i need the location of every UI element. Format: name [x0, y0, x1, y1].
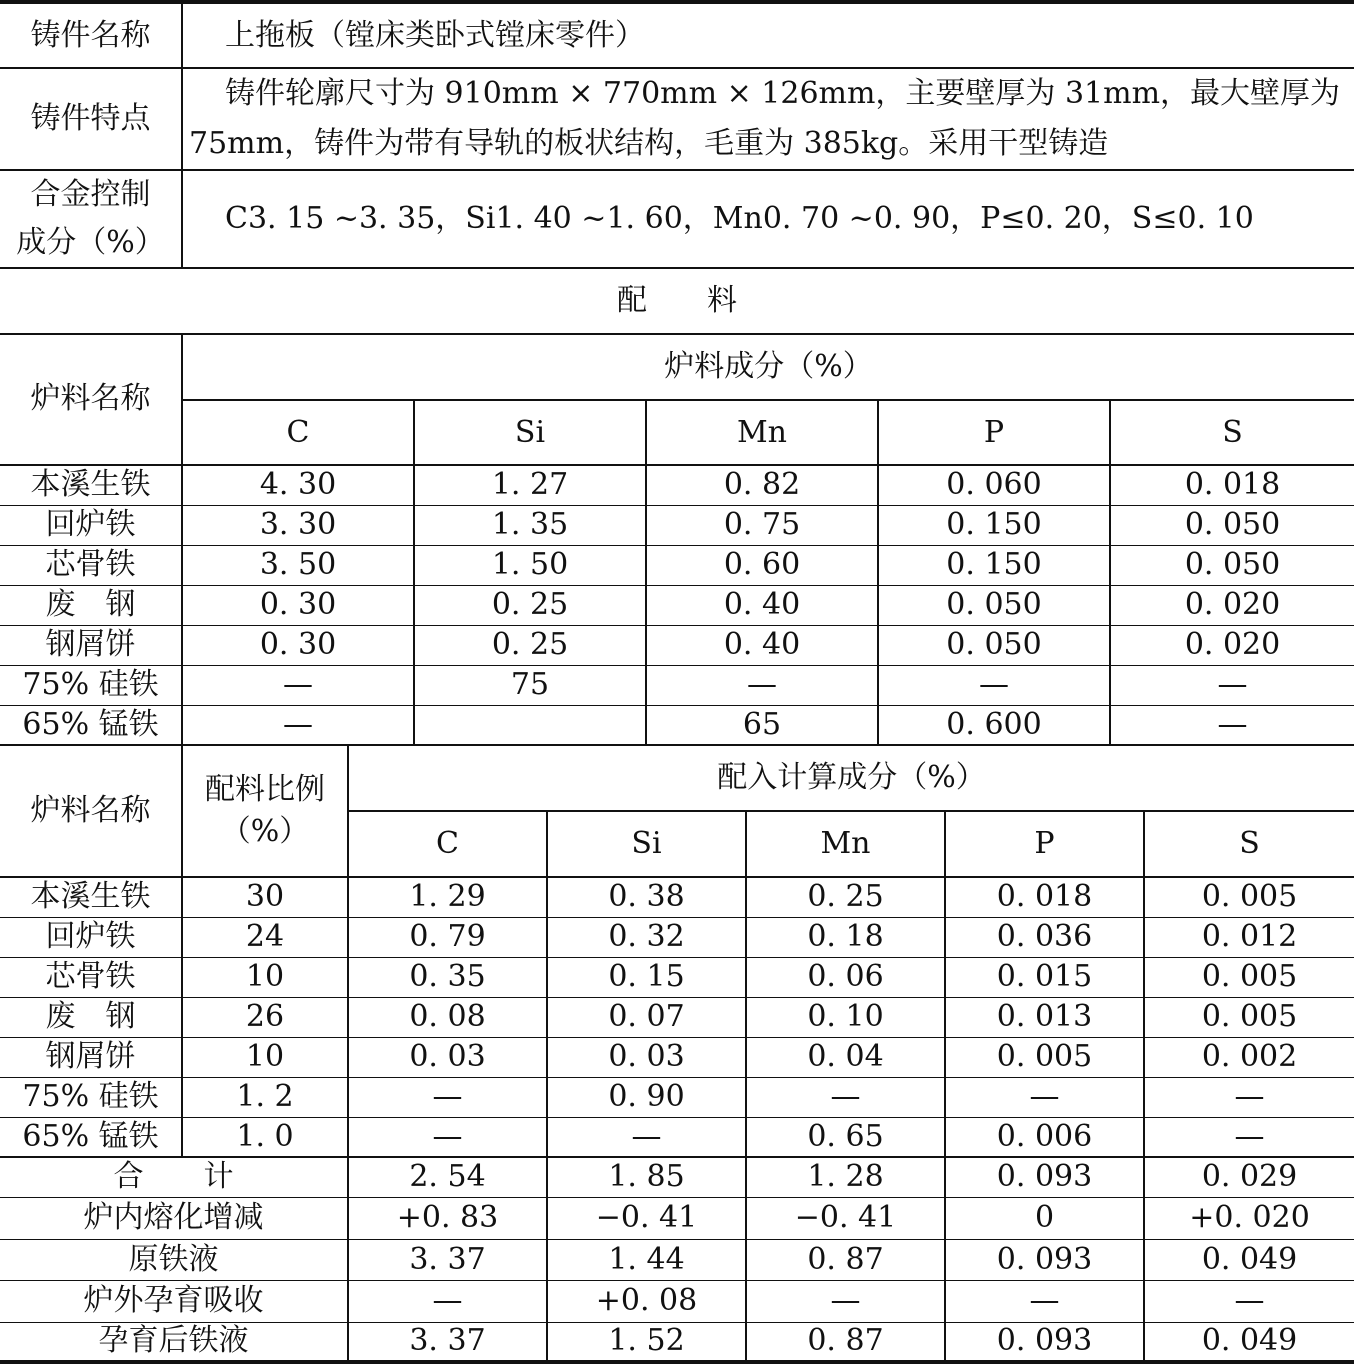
cell-si: 0. 90 [547, 1077, 746, 1117]
cell-si: +0. 08 [547, 1280, 746, 1322]
table-row [0, 705, 1354, 745]
summary-label: 原铁液 [0, 1239, 348, 1280]
cell-si: 1. 52 [547, 1322, 746, 1362]
cell-s: 0. 050 [1110, 545, 1354, 585]
table-row [0, 1037, 1354, 1077]
cell-si: 0. 38 [547, 877, 746, 917]
cell-s: 0. 050 [1110, 505, 1354, 545]
cell-s: 0. 018 [1110, 465, 1354, 505]
cell-p: 0. 050 [878, 625, 1110, 665]
table-row [0, 545, 1354, 585]
table-row [0, 665, 1354, 705]
raw-col-si: Si [414, 400, 646, 465]
raw-col-s: S [1110, 400, 1354, 465]
raw-col-mn: Mn [646, 400, 878, 465]
cell-si: 0. 25 [414, 625, 646, 665]
cell-si: 0. 03 [547, 1037, 746, 1077]
material-name: 芯骨铁 [0, 545, 182, 585]
material-name: 本溪生铁 [0, 465, 182, 505]
cell-mn: 0. 40 [646, 625, 878, 665]
alloy-label-line-2: 成分（%） [16, 225, 165, 260]
summary-row-melting-change [0, 1197, 1354, 1239]
table-row [0, 1117, 1354, 1157]
ratio-header-line-2: （%） [220, 813, 310, 849]
cell-c: 3. 37 [348, 1322, 547, 1362]
material-name: 钢屑饼 [0, 625, 182, 665]
raw-col-p: P [878, 400, 1110, 465]
cell-p: 0. 093 [945, 1239, 1144, 1280]
cell-p: 0. 093 [945, 1322, 1144, 1362]
section-title: 配 料 [0, 268, 1354, 334]
cell-mn: — [646, 665, 878, 705]
cell-mn: 65 [646, 705, 878, 745]
alloy-label [0, 170, 182, 268]
feature-line-2: 75mm，铸件为带有导轨的板状结构，毛重为 385kg。采用干型铸造 [189, 126, 1109, 161]
cell-mn: — [746, 1077, 945, 1117]
cell-s: 0. 005 [1144, 997, 1354, 1037]
table-row [0, 917, 1354, 957]
cell-p: 0. 005 [945, 1037, 1144, 1077]
cell-p: 0. 015 [945, 957, 1144, 997]
cell-c: 3. 30 [182, 505, 414, 545]
table-row [0, 1077, 1354, 1117]
calc-col-p: P [945, 811, 1144, 877]
table-row [0, 465, 1354, 505]
cell-p: 0. 150 [878, 505, 1110, 545]
table-row [0, 625, 1354, 665]
cell-c: 2. 54 [348, 1157, 547, 1197]
ratio-header-line-1: 配料比例 [205, 771, 325, 807]
cell-mn: 0. 87 [746, 1239, 945, 1280]
cell-s: 0. 005 [1144, 877, 1354, 917]
casting-info-table [0, 0, 1354, 269]
cell-c: 1. 29 [348, 877, 547, 917]
cell-s: 0. 029 [1144, 1157, 1354, 1197]
cell-mn: — [746, 1280, 945, 1322]
cell-s: 0. 012 [1144, 917, 1354, 957]
cell-p: 0. 600 [878, 705, 1110, 745]
cell-p: 0. 050 [878, 585, 1110, 625]
cell-s: 0. 020 [1110, 585, 1354, 625]
cell-c: — [182, 665, 414, 705]
cell-mn: 0. 65 [746, 1117, 945, 1157]
cell-mn: 1. 28 [746, 1157, 945, 1197]
table-row [0, 505, 1354, 545]
alloy-value: C3. 15 ~3. 35，Si1. 40 ~1. 60，Mn0. 70 ~0. 90，P≤0. 20，S≤0. 10 [182, 170, 1354, 268]
cell-c: 0. 03 [348, 1037, 547, 1077]
cell-c: 0. 30 [182, 585, 414, 625]
section-title-table [0, 268, 1354, 335]
cell-si: 75 [414, 665, 646, 705]
cell-mn: 0. 82 [646, 465, 878, 505]
cell-si: 0. 15 [547, 957, 746, 997]
cell-s: — [1144, 1117, 1354, 1157]
cell-c: 0. 79 [348, 917, 547, 957]
cell-c: 0. 35 [348, 957, 547, 997]
material-name: 回炉铁 [0, 917, 182, 957]
calculated-composition-table [0, 745, 1354, 1364]
cell-si: 1. 27 [414, 465, 646, 505]
cell-c: 3. 50 [182, 545, 414, 585]
table-row [0, 997, 1354, 1037]
calc-ratio-header [182, 745, 348, 877]
cell-mn: 0. 10 [746, 997, 945, 1037]
cell-mn: 0. 87 [746, 1322, 945, 1362]
cell-p: 0. 060 [878, 465, 1110, 505]
summary-row-final-iron [0, 1322, 1354, 1362]
cell-p: 0. 006 [945, 1117, 1144, 1157]
cell-s: — [1110, 705, 1354, 745]
cell-si [414, 705, 646, 745]
cell-s: 0. 049 [1144, 1322, 1354, 1362]
summary-label: 合 计 [0, 1157, 348, 1197]
material-name: 回炉铁 [0, 505, 182, 545]
cell-c: +0. 83 [348, 1197, 547, 1239]
calc-name-header: 炉料名称 [0, 745, 182, 877]
cell-p: 0. 018 [945, 877, 1144, 917]
cell-s: 0. 049 [1144, 1239, 1354, 1280]
casting-name-value: 上拖板（镗床类卧式镗床零件） [182, 2, 1354, 68]
raw-material-table [0, 334, 1354, 746]
cell-si: 1. 50 [414, 545, 646, 585]
raw-col-c: C [182, 400, 414, 465]
cell-c: 0. 30 [182, 625, 414, 665]
cell-mn: 0. 40 [646, 585, 878, 625]
cell-ratio: 10 [182, 1037, 348, 1077]
cell-s: — [1144, 1077, 1354, 1117]
cell-p: 0. 150 [878, 545, 1110, 585]
cell-ratio: 26 [182, 997, 348, 1037]
calc-col-mn: Mn [746, 811, 945, 877]
cell-mn: 0. 60 [646, 545, 878, 585]
cell-s: — [1144, 1280, 1354, 1322]
alloy-label-line-1: 合金控制 [30, 177, 151, 212]
material-name: 芯骨铁 [0, 957, 182, 997]
cell-s: 0. 020 [1110, 625, 1354, 665]
table-row [0, 957, 1354, 997]
cell-p: 0 [945, 1197, 1144, 1239]
summary-label: 孕育后铁液 [0, 1322, 348, 1362]
cell-c: — [182, 705, 414, 745]
raw-name-header: 炉料名称 [0, 334, 182, 465]
cell-si: 0. 32 [547, 917, 746, 957]
cell-p: — [945, 1280, 1144, 1322]
cell-p: 0. 093 [945, 1157, 1144, 1197]
summary-label: 炉内熔化增减 [0, 1197, 348, 1239]
casting-feature-label: 铸件特点 [0, 68, 182, 170]
cell-si: — [547, 1117, 746, 1157]
cell-c: 4. 30 [182, 465, 414, 505]
raw-comp-header: 炉料成分（%） [182, 334, 1354, 400]
cell-mn: 0. 25 [746, 877, 945, 917]
cell-mn: 0. 18 [746, 917, 945, 957]
cell-ratio: 1. 0 [182, 1117, 348, 1157]
cell-s: — [1110, 665, 1354, 705]
casting-feature-value [182, 68, 1354, 170]
cell-p: 0. 013 [945, 997, 1144, 1037]
summary-row-total [0, 1157, 1354, 1197]
material-name: 本溪生铁 [0, 877, 182, 917]
casting-name-label: 铸件名称 [0, 2, 182, 68]
cell-ratio: 30 [182, 877, 348, 917]
material-name: 废 钢 [0, 585, 182, 625]
summary-row-inoculation [0, 1280, 1354, 1322]
cell-si: 1. 44 [547, 1239, 746, 1280]
cell-mn: 0. 75 [646, 505, 878, 545]
cell-si: −0. 41 [547, 1197, 746, 1239]
cell-mn: 0. 06 [746, 957, 945, 997]
calc-comp-header: 配入计算成分（%） [348, 745, 1354, 811]
cell-c: — [348, 1280, 547, 1322]
cell-ratio: 24 [182, 917, 348, 957]
feature-line-1: 铸件轮廓尺寸为 910mm × 770mm × 126mm，主要壁厚为 31mm，最大壁厚为 [225, 76, 1341, 111]
cell-ratio: 10 [182, 957, 348, 997]
cell-mn: −0. 41 [746, 1197, 945, 1239]
cell-si: 0. 07 [547, 997, 746, 1037]
material-name: 65% 锰铁 [0, 705, 182, 745]
cell-p: — [945, 1077, 1144, 1117]
cell-mn: 0. 04 [746, 1037, 945, 1077]
cell-si: 0. 25 [414, 585, 646, 625]
cell-p: — [878, 665, 1110, 705]
material-name: 废 钢 [0, 997, 182, 1037]
table-row [0, 877, 1354, 917]
cell-c: 3. 37 [348, 1239, 547, 1280]
table-row [0, 585, 1354, 625]
material-name: 钢屑饼 [0, 1037, 182, 1077]
material-name: 65% 锰铁 [0, 1117, 182, 1157]
cell-s: 0. 002 [1144, 1037, 1354, 1077]
cell-si: 1. 35 [414, 505, 646, 545]
cell-si: 1. 85 [547, 1157, 746, 1197]
cell-ratio: 1. 2 [182, 1077, 348, 1117]
cell-c: — [348, 1117, 547, 1157]
cell-s: 0. 005 [1144, 957, 1354, 997]
material-name: 75% 硅铁 [0, 665, 182, 705]
material-name: 75% 硅铁 [0, 1077, 182, 1117]
cell-s: +0. 020 [1144, 1197, 1354, 1239]
summary-row-raw-iron [0, 1239, 1354, 1280]
calc-col-si: Si [547, 811, 746, 877]
summary-label: 炉外孕育吸收 [0, 1280, 348, 1322]
cell-c: 0. 08 [348, 997, 547, 1037]
cell-p: 0. 036 [945, 917, 1144, 957]
cell-c: — [348, 1077, 547, 1117]
calc-col-s: S [1144, 811, 1354, 877]
calc-col-c: C [348, 811, 547, 877]
